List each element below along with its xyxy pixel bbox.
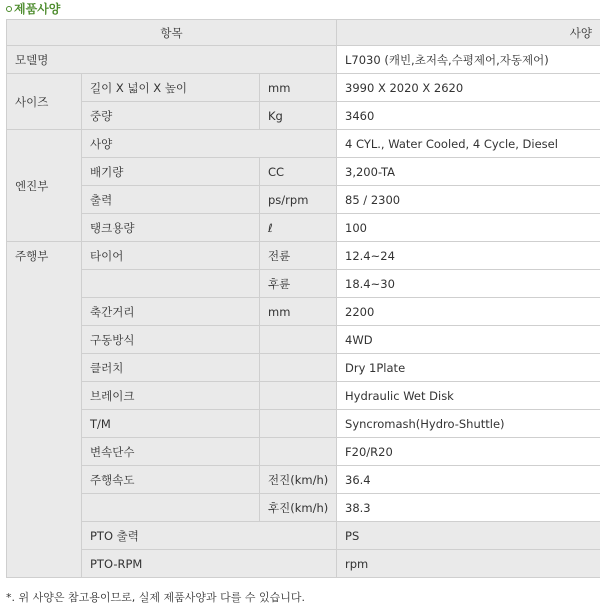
table-row bbox=[7, 270, 600, 298]
table-row bbox=[7, 550, 600, 578]
row-label: 축간거리 bbox=[82, 298, 260, 326]
table-row bbox=[7, 46, 600, 74]
table-row bbox=[7, 102, 600, 130]
row-value: F20/R20 bbox=[337, 438, 600, 466]
table-row bbox=[7, 214, 600, 242]
group-label: 주행부 bbox=[7, 242, 82, 578]
row-label: 길이 X 넓이 X 높이 bbox=[82, 74, 260, 102]
row-label: 출력 bbox=[82, 186, 260, 214]
row-unit: ℓ bbox=[260, 214, 337, 242]
row-value: Syncromash(Hydro-Shuttle) bbox=[337, 410, 600, 438]
table-row bbox=[7, 74, 600, 102]
row-value: 3,200-TA bbox=[337, 158, 600, 186]
row-unit: CC bbox=[260, 158, 337, 186]
footnote: *. 위 사양은 참고용이므로, 실제 제품사양과 다를 수 있습니다. bbox=[6, 591, 305, 604]
bullet-icon bbox=[6, 6, 12, 12]
row-value: 38.3 bbox=[337, 494, 600, 522]
row-label-empty bbox=[82, 494, 260, 522]
row-label: 중량 bbox=[82, 102, 260, 130]
row-label: PTO-RPM bbox=[82, 550, 337, 578]
table-row bbox=[7, 522, 600, 550]
row-label-empty bbox=[82, 270, 260, 298]
table-row bbox=[7, 186, 600, 214]
row-label: 사양 bbox=[82, 130, 337, 158]
table-row bbox=[7, 130, 600, 158]
row-unit-empty bbox=[260, 326, 337, 354]
row-value: 4 CYL., Water Cooled, 4 Cycle, Diesel bbox=[337, 130, 600, 158]
row-unit: rpm bbox=[337, 550, 600, 578]
row-label: 모델명 bbox=[7, 46, 337, 74]
section-title-text: 제품사양 bbox=[14, 2, 61, 16]
group-label: 엔진부 bbox=[7, 130, 82, 242]
row-unit: 전륜 bbox=[260, 242, 337, 270]
row-label: 클러치 bbox=[82, 354, 260, 382]
row-label: 타이어 bbox=[82, 242, 260, 270]
table-row bbox=[7, 494, 600, 522]
row-value: 2200 bbox=[337, 298, 600, 326]
row-value: Hydraulic Wet Disk bbox=[337, 382, 600, 410]
table-row bbox=[7, 298, 600, 326]
row-label: 변속단수 bbox=[82, 438, 260, 466]
row-unit-empty bbox=[260, 410, 337, 438]
table-header-row bbox=[7, 20, 600, 46]
row-unit: mm bbox=[260, 74, 337, 102]
row-unit: 전진(km/h) bbox=[260, 466, 337, 494]
row-label: PTO 출력 bbox=[82, 522, 337, 550]
header-item: 항목 bbox=[7, 20, 337, 46]
row-value: 3990 X 2020 X 2620 bbox=[337, 74, 600, 102]
row-unit: PS bbox=[337, 522, 600, 550]
table-row bbox=[7, 466, 600, 494]
row-value: 36.4 bbox=[337, 466, 600, 494]
row-value: 3460 bbox=[337, 102, 600, 130]
row-label: 탱크용량 bbox=[82, 214, 260, 242]
header-spec: 사양 bbox=[337, 20, 600, 46]
table-row bbox=[7, 410, 600, 438]
table-row bbox=[7, 242, 600, 270]
row-unit-empty bbox=[260, 354, 337, 382]
row-unit: Kg bbox=[260, 102, 337, 130]
row-value: 85 / 2300 bbox=[337, 186, 600, 214]
row-unit: 후진(km/h) bbox=[260, 494, 337, 522]
table-row bbox=[7, 438, 600, 466]
table-row bbox=[7, 326, 600, 354]
row-value: Dry 1Plate bbox=[337, 354, 600, 382]
row-unit-empty bbox=[260, 438, 337, 466]
section-title bbox=[6, 2, 60, 16]
table-row bbox=[7, 354, 600, 382]
row-unit: ps/rpm bbox=[260, 186, 337, 214]
row-value: 12.4~24 bbox=[337, 242, 600, 270]
group-label: 사이즈 bbox=[7, 74, 82, 130]
row-label: 배기량 bbox=[82, 158, 260, 186]
row-label: 구동방식 bbox=[82, 326, 260, 354]
table-row bbox=[7, 382, 600, 410]
row-value: L7030 (캐빈,초저속,수평제어,자동제어) bbox=[337, 46, 600, 74]
row-unit: 후륜 bbox=[260, 270, 337, 298]
row-unit: mm bbox=[260, 298, 337, 326]
row-label: 주행속도 bbox=[82, 466, 260, 494]
row-label: T/M bbox=[82, 410, 260, 438]
row-value: 100 bbox=[337, 214, 600, 242]
row-unit-empty bbox=[260, 382, 337, 410]
spec-table bbox=[6, 19, 600, 578]
row-label: 브레이크 bbox=[82, 382, 260, 410]
row-value: 18.4~30 bbox=[337, 270, 600, 298]
row-value: 4WD bbox=[337, 326, 600, 354]
table-row bbox=[7, 158, 600, 186]
